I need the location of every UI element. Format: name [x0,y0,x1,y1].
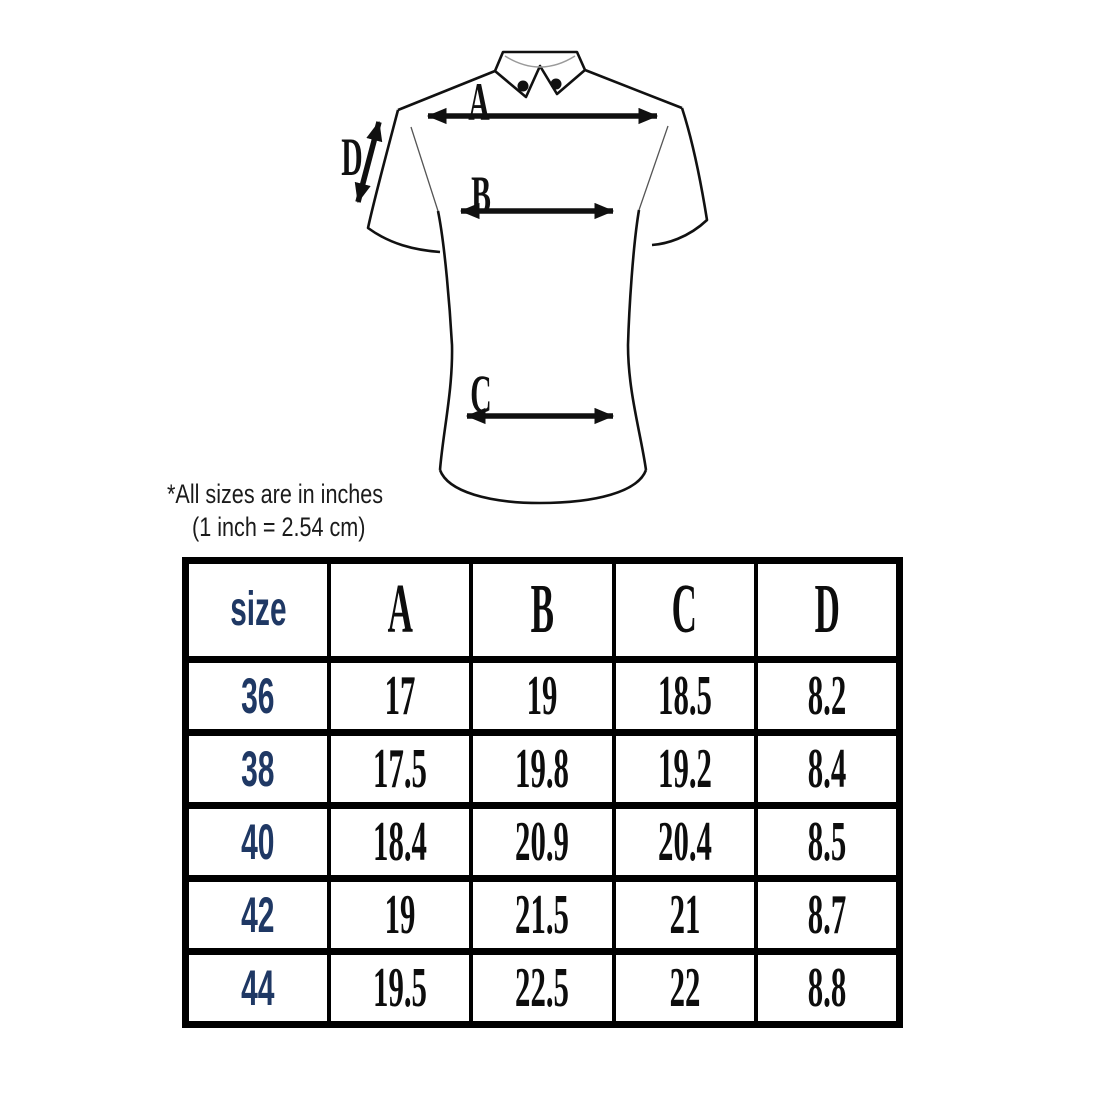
value-cell-b [471,660,613,733]
value-cell-b [471,952,613,1025]
measure-value: 22.5 [515,957,570,1019]
size-cell [186,660,330,733]
measure-value: 21 [669,884,701,946]
value-cell-c [614,806,756,879]
header-cell-b [471,561,613,660]
measure-value: 8.2 [807,665,847,727]
header-c-label: C [672,571,698,648]
header-size-label: size [229,583,287,636]
header-row [186,561,900,660]
value-cell-b [471,733,613,806]
body-side-left [438,211,452,470]
measure-value: 19.8 [515,738,570,800]
measure-value: 18.5 [657,665,712,727]
hem-curve [440,470,646,503]
measure-label-b: B [471,164,491,225]
measure-label-a: A [468,71,490,132]
collar-button-left-icon [518,81,529,92]
value-cell-c [614,879,756,952]
value-cell-a [329,952,471,1025]
measure-value: 17 [384,665,416,727]
measure-value: 17.5 [373,738,428,800]
value-cell-a [329,806,471,879]
table-row-size-38 [186,733,900,806]
size-cell [186,952,330,1025]
measure-value: 20.4 [657,811,712,873]
header-cell-c [614,561,756,660]
size-cell [186,879,330,952]
value-cell-b [471,806,613,879]
table-row-size-36 [186,660,900,733]
size-value: 44 [241,960,275,1016]
table-row-size-42 [186,879,900,952]
measure-value: 19 [527,665,558,727]
header-cell-d [756,561,900,660]
measure-value: 22 [669,957,701,1019]
measure-value: 20.9 [515,811,570,873]
body-side-right [628,210,646,470]
value-cell-d [756,879,900,952]
value-cell-d [756,806,900,879]
measure-value: 21.5 [515,884,570,946]
size-cell [186,806,330,879]
value-cell-c [614,733,756,806]
value-cell-d [756,660,900,733]
value-cell-c [614,660,756,733]
size-value: 38 [241,741,275,797]
header-cell-size [186,561,330,660]
value-cell-a [329,660,471,733]
measure-label-d: D [341,126,363,187]
measure-value: 19 [384,884,416,946]
measure-label-c: C [470,363,492,424]
measure-value: 8.7 [807,884,847,946]
size-value: 42 [241,887,275,943]
collar-button-right-icon [551,79,562,90]
measure-value: 8.4 [807,738,847,800]
value-cell-a [329,879,471,952]
value-cell-d [756,952,900,1025]
shoulder-line-right [585,70,682,108]
units-note-line1: *All sizes are in inches [167,479,384,509]
header-a-label: A [387,571,413,648]
table-row-size-40 [186,806,900,879]
value-cell-b [471,879,613,952]
header-cell-a [329,561,471,660]
measure-value: 8.5 [807,811,847,873]
sleeve-right-outline [652,108,707,245]
measure-value: 19.5 [373,957,428,1019]
value-cell-d [756,733,900,806]
size-value: 40 [241,814,275,870]
measure-value: 18.4 [373,811,428,873]
measure-value: 19.2 [657,738,712,800]
header-d-label: D [814,571,840,648]
units-note-line2: (1 inch = 2.54 cm) [192,512,366,542]
size-cell [186,733,330,806]
value-cell-c [614,952,756,1025]
size-value: 36 [241,668,275,724]
table-row-size-44 [186,952,900,1025]
measure-value: 8.8 [807,957,847,1019]
size-chart-table [182,557,903,1028]
armhole-seam-left [411,127,438,211]
value-cell-a [329,733,471,806]
header-b-label: B [530,571,555,648]
shirt-back-outline-drawing [330,20,730,520]
armhole-seam-right [639,126,668,210]
